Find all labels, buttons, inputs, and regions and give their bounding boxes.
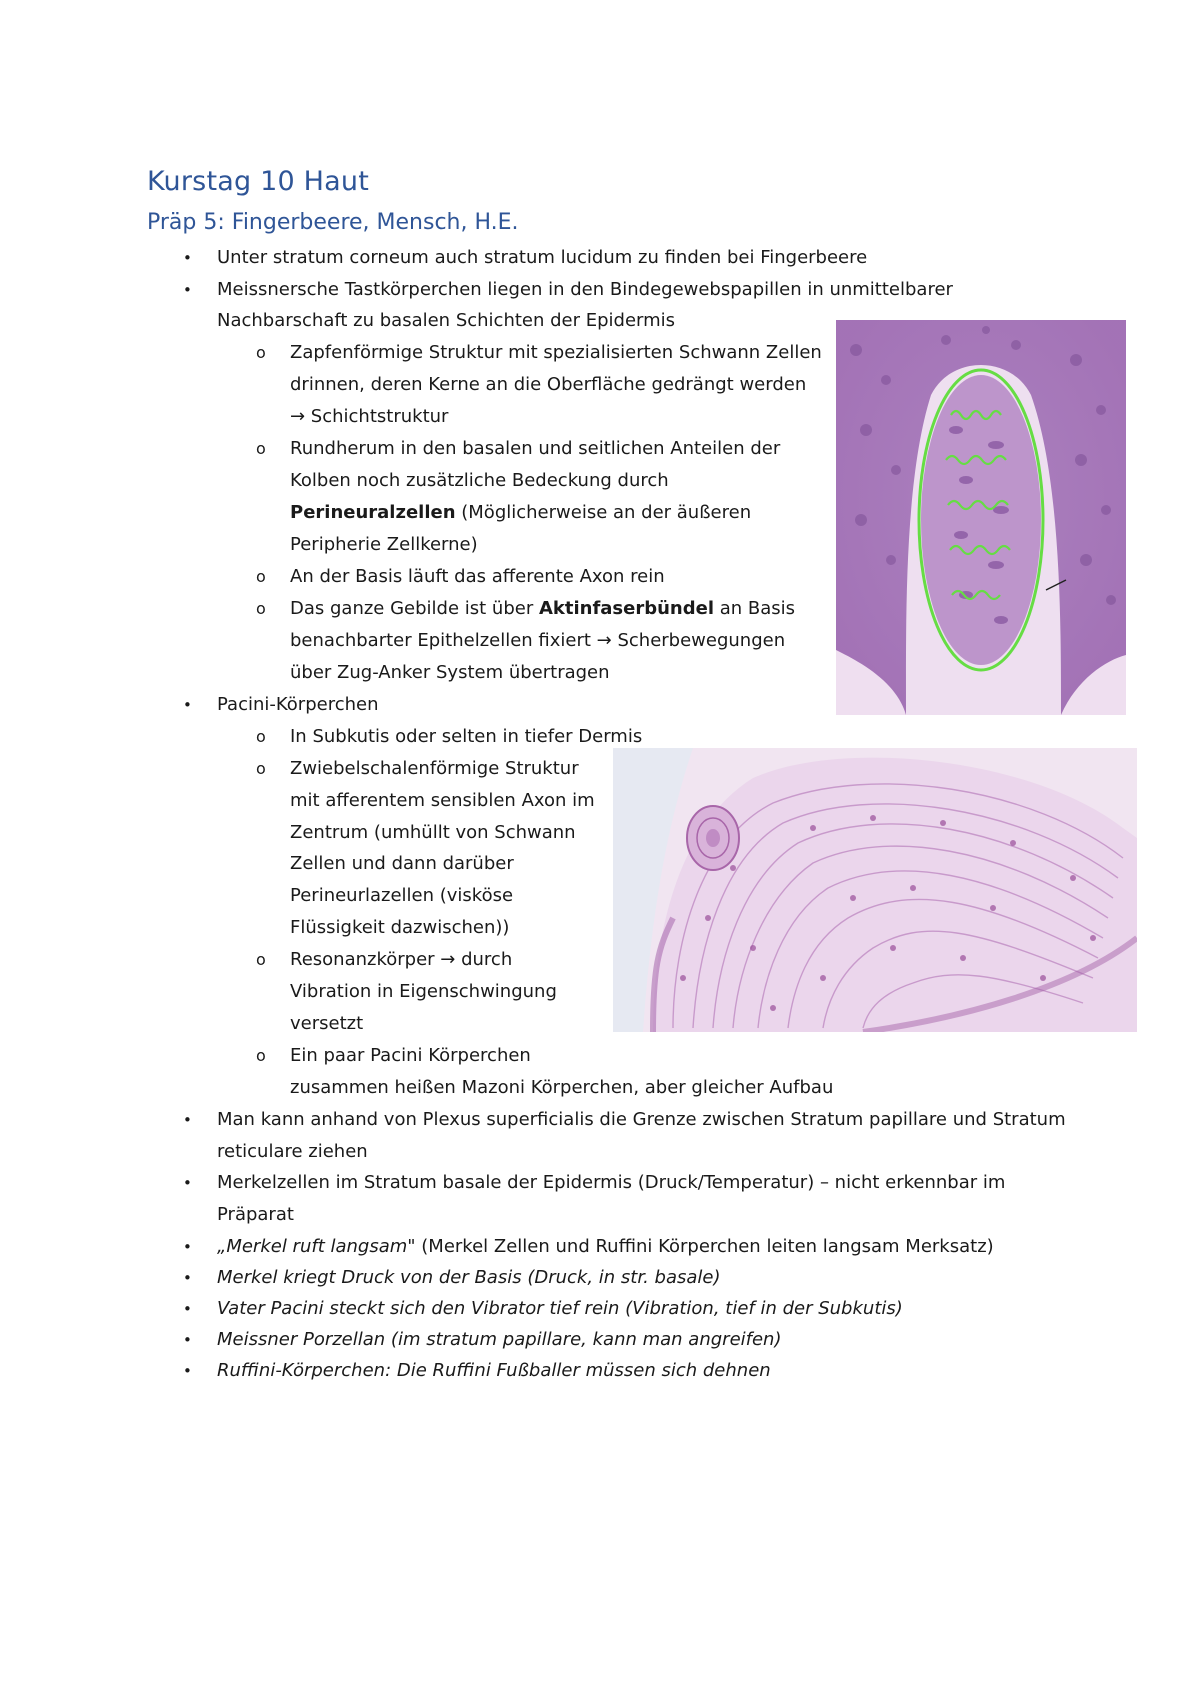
text-run: (Merkel Zellen und Ruffini Körperchen leiten langsam Merksatz) <box>415 1236 994 1257</box>
list-item: Man kann anhand von Plexus superficialis die Grenze zwischen Stratum papillare und Stratum <box>217 1109 1066 1130</box>
list-item-continuation: Nachbarschaft zu basalen Schichten der Epidermis <box>217 310 676 331</box>
sub-list-item-continuation <box>290 501 751 525</box>
sub-list-item-continuation: Zentrum (umhüllt von Schwann <box>290 822 576 843</box>
text-run: (Möglicherweise an der äußeren <box>455 502 752 523</box>
bullet-icon: • <box>183 1174 192 1192</box>
list-item: Merkelzellen im Stratum basale der Epidermis (Druck/Temperatur) – nicht erkennbar im <box>217 1172 1006 1193</box>
sub-list-item-continuation: Flüssigkeit dazwischen)) <box>290 917 510 938</box>
sub-bullet-icon: o <box>256 439 266 458</box>
sub-bullet-icon: o <box>256 950 266 969</box>
sub-bullet-icon: o <box>256 727 266 746</box>
text-run: Das ganze Gebilde ist über <box>290 598 539 619</box>
sub-list-item-continuation: Vibration in Eigenschwingung <box>290 981 557 1002</box>
sub-list-item: Resonanzkörper → durch <box>290 949 513 970</box>
sub-list-item-continuation: Kolben noch zusätzliche Bedeckung durch <box>290 470 669 491</box>
bullet-icon: • <box>183 1238 192 1256</box>
sub-bullet-icon: o <box>256 599 266 618</box>
sub-list-item-continuation: drinnen, deren Kerne an die Oberfläche gedrängt werden <box>290 374 807 395</box>
sub-list-item-continuation: mit afferentem sensiblen Axon im <box>290 790 595 811</box>
bullet-icon: • <box>183 696 192 714</box>
mnemonic-quote: „Merkel ruft langsam" <box>217 1236 416 1257</box>
list-item <box>217 1235 994 1259</box>
section-heading: Präp 5: Fingerbeere, Mensch, H.E. <box>147 210 519 235</box>
sub-list-item: Rundherum in den basalen und seitlichen Anteilen der <box>290 438 781 459</box>
bullet-icon: • <box>183 249 192 267</box>
pacini-micrograph <box>613 748 1137 1032</box>
sub-list-item: Ein paar Pacini Körperchen <box>290 1045 531 1066</box>
sub-bullet-icon: o <box>256 567 266 586</box>
sub-bullet-icon: o <box>256 1046 266 1065</box>
bullet-icon: • <box>183 1111 192 1129</box>
list-item-continuation: Präparat <box>217 1204 294 1225</box>
list-item: Unter stratum corneum auch stratum lucidum zu finden bei Fingerbeere <box>217 247 868 268</box>
page-title: Kurstag 10 Haut <box>147 166 369 197</box>
sub-list-item <box>290 597 795 621</box>
list-item: Meissnersche Tastkörperchen liegen in den Bindegewebspapillen in unmittelbarer <box>217 279 953 300</box>
bullet-icon: • <box>183 1300 192 1318</box>
sub-list-item: In Subkutis oder selten in tiefer Dermis <box>290 726 643 747</box>
sub-list-item-continuation: benachbarter Epithelzellen fixiert → Scherbewegungen <box>290 630 786 651</box>
sub-list-item: Zapfenförmige Struktur mit spezialisierten Schwann Zellen <box>290 342 822 363</box>
bullet-icon: • <box>183 281 192 299</box>
sub-list-item-continuation: → Schichtstruktur <box>290 406 449 427</box>
sub-bullet-icon: o <box>256 343 266 362</box>
sub-list-item-continuation: versetzt <box>290 1013 364 1034</box>
list-item: Vater Pacini steckt sich den Vibrator tief rein (Vibration, tief in der Subkutis) <box>217 1298 903 1319</box>
bold-term: Perineuralzellen <box>290 502 456 523</box>
sub-list-item-continuation: zusammen heißen Mazoni Körperchen, aber gleicher Aufbau <box>290 1077 834 1098</box>
sub-list-item-continuation: über Zug-Anker System übertragen <box>290 662 610 683</box>
text-run: an Basis <box>714 598 796 619</box>
sub-list-item-continuation: Perineurlazellen (visköse <box>290 885 514 906</box>
list-item: Pacini-Körperchen <box>217 694 379 715</box>
bold-term: Aktinfaserbündel <box>538 598 715 619</box>
bullet-icon: • <box>183 1362 192 1380</box>
list-item: Merkel kriegt Druck von der Basis (Druck, in str. basale) <box>217 1267 721 1288</box>
sub-list-item-continuation: Peripherie Zellkerne) <box>290 534 478 555</box>
sub-list-item: Zwiebelschalenförmige Struktur <box>290 758 579 779</box>
meissner-micrograph <box>836 320 1126 715</box>
sub-list-item-continuation: Zellen und dann darüber <box>290 853 514 874</box>
sub-list-item: An der Basis läuft das afferente Axon rein <box>290 566 665 587</box>
list-item: Ruffini-Körperchen: Die Ruffini Fußballer müssen sich dehnen <box>217 1360 771 1381</box>
bullet-icon: • <box>183 1269 192 1287</box>
list-item: Meissner Porzellan (im stratum papillare, kann man angreifen) <box>217 1329 782 1350</box>
bullet-icon: • <box>183 1331 192 1349</box>
list-item-continuation: reticulare ziehen <box>217 1141 368 1162</box>
sub-bullet-icon: o <box>256 759 266 778</box>
